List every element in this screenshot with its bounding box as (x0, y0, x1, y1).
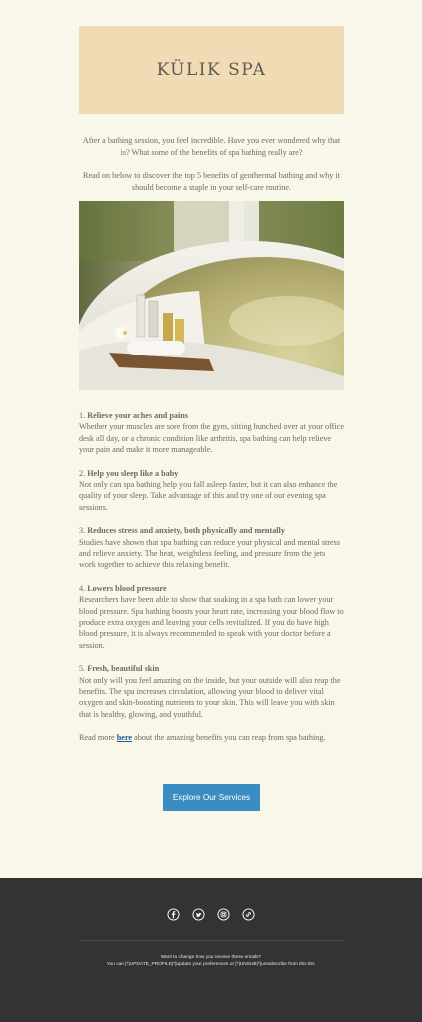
benefit-body: Studies have shown that spa bathing can reduce your physical and mental stress and relieve anxiety. The heat, weightless feeling, and pressure from the jets work together to achieve this relaxing benefit. (79, 537, 341, 570)
intro-paragraph-1: After a bathing session, you feel incredible. Have you ever wondered why that is? What some of the benefits of spa bathing really are? (82, 136, 341, 157)
twitter-icon[interactable] (192, 908, 205, 921)
read-more-prefix: Read more (79, 733, 117, 743)
benefit-item (79, 583, 344, 651)
footer-line-2[interactable]: You can [*|UPDATE_PROFILE|*]update your preferences or [*|UNSUB|*]unsubscribe from this list. (106, 962, 316, 967)
benefit-item (79, 410, 344, 455)
benefit-number: 4. (79, 584, 86, 594)
benefit-title: Lowers blood pressure (87, 584, 167, 594)
brand-title: KÜLIK SPA (156, 60, 267, 80)
benefit-item (79, 468, 344, 513)
read-more-suffix: about the amazing benefits you can reap from spa bathing. (132, 733, 326, 743)
footer-legal-text (0, 954, 422, 968)
benefit-body: Not only will you feel amazing on the inside, but your outside will also reap the benefits. The spa increases circulation, allowing your blood to deliver vital oxygen and skin-boosting nutrients to your skin. This will leave you with skin that is healthy, glowing, and youthful. (79, 675, 341, 719)
footer-divider (79, 940, 344, 941)
hero-image-spa-bath (79, 201, 344, 390)
social-links (0, 908, 422, 921)
benefits-list (79, 410, 344, 744)
instagram-icon[interactable] (217, 908, 230, 921)
read-more-link[interactable]: here (116, 733, 133, 743)
benefit-title: Reduces stress and anxiety, both physically and mentally (87, 526, 285, 536)
benefit-body: Whether your muscles are sore from the gym, sitting hunched over at your office desk all day, or a chronic condition like arthritis, spa bathing can help relieve your pain and make it more manageable. (79, 422, 344, 454)
benefit-title: Help you sleep like a baby (87, 468, 179, 478)
benefit-item (79, 525, 344, 570)
facebook-icon[interactable] (167, 908, 180, 921)
read-more-text (79, 732, 344, 743)
benefit-number: 5. (79, 664, 86, 674)
intro-paragraph-2: Read on below to discover the top 5 benefits of geothermal bathing and why it should become a staple in your self-care routine. (83, 171, 340, 192)
explore-services-button[interactable]: Explore Our Services (163, 784, 260, 811)
benefit-number: 2. (79, 468, 86, 478)
header-banner (79, 26, 344, 114)
benefit-body: Not only can spa bathing help you fall asleep faster, but it can also enhance the quality of your sleep. Take advantage of this and try one of our evening spa sessions. (79, 479, 338, 512)
benefit-number: 1. (79, 411, 86, 420)
footer (0, 878, 422, 1022)
footer-line-1: Want to change how you receive these emails? (160, 955, 262, 960)
benefit-item (79, 663, 344, 719)
benefit-body: Researchers have been able to show that soaking in a spa bath can lower your blood pressure. Spa bathing boosts your heart rate, increasing your blood flow to produce extra oxygen and leaving your cells revitalized. If you do have high blood pressure, it is always recommended to speak with your doctor before a session. (79, 595, 344, 650)
benefit-number: 3. (79, 526, 86, 536)
benefit-title: Fresh, beautiful skin (87, 664, 160, 674)
benefit-title: Relieve your aches and pains (87, 411, 189, 420)
link-icon[interactable] (242, 908, 255, 921)
